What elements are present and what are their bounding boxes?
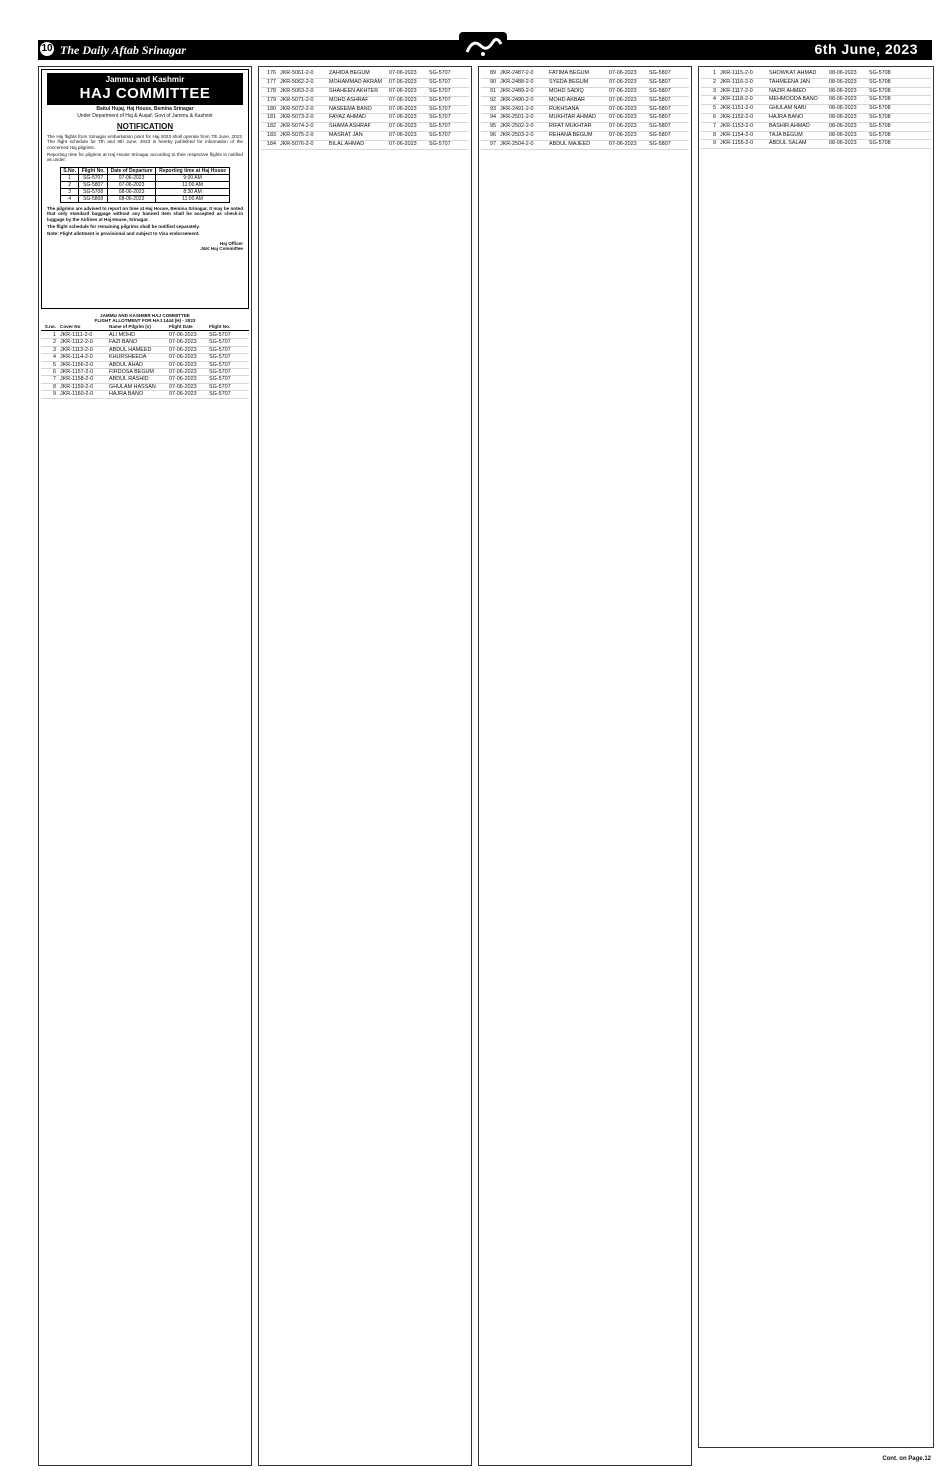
pilgrim-name: RUKHSANA <box>549 105 579 112</box>
serial-number: 4 <box>53 354 56 361</box>
table-row <box>481 106 689 115</box>
flight-date: 07-06-2023 <box>609 78 637 85</box>
serial-number: 178 <box>267 87 276 94</box>
haj-committee-notice <box>41 69 249 309</box>
serial-number: 3 <box>713 87 716 94</box>
table-row: 3 SG-5708 08-06-2023 8:30 AM <box>61 188 230 195</box>
table-row <box>261 88 469 97</box>
pilgrim-name: TAJA BEGUM <box>769 131 803 138</box>
flight-number: SG-5807 <box>649 78 671 85</box>
table-row <box>701 96 931 105</box>
pilgrim-name: HAJRA BANO <box>109 391 144 398</box>
flight-date: 07-06-2023 <box>609 105 637 112</box>
pilgrim-name: MEHMOODA BANO <box>769 96 818 103</box>
pilgrim-name: TAHMEENA JAN <box>769 78 810 85</box>
table-row <box>261 141 469 150</box>
flight-date: 07-06-2023 <box>169 368 197 375</box>
flight-number: SG-5707 <box>429 96 451 103</box>
notice-region: Jammu and Kashmir <box>105 75 185 84</box>
flight-number: SG-5707 <box>429 70 451 76</box>
table-row <box>481 88 689 97</box>
cover-number: JKR-1154-2-0 <box>720 131 754 138</box>
table-row <box>481 123 689 132</box>
cover-number: JKR-2488-2-0 <box>500 78 534 85</box>
serial-number: 7 <box>53 376 56 383</box>
pilgrim-name: ABDUL MAJEED <box>549 141 591 148</box>
masthead <box>38 40 932 60</box>
table-row <box>481 79 689 88</box>
flight-date: 07-06-2023 <box>169 361 197 368</box>
continued-note: Cont. on Page.12 <box>882 1456 931 1462</box>
flight-number: SG-5708 <box>869 96 891 103</box>
flight-date: 07-06-2023 <box>169 339 197 346</box>
serial-number: 8 <box>53 383 56 390</box>
pilgrim-name: ZAHIDA BEGUM <box>329 70 370 76</box>
serial-number: 9 <box>713 140 716 147</box>
pilgrim-name: SYEDA BEGUM <box>549 78 589 85</box>
serial-number: 97 <box>490 141 496 148</box>
notice-paragraph-3: The pilgrims are advised to report on time at Haj House, Bemina Srinagar. It may be noted that only standard baggage without any banned item shall be accepted as check-in luggage by the Airlines at Haj House, Srinagar. <box>47 205 243 222</box>
table-row <box>41 369 249 376</box>
aftab-logo <box>459 32 507 60</box>
flight-number: SG-5707 <box>429 141 451 148</box>
flight-date: 08-06-2023 <box>829 122 857 129</box>
flight-number: SG-5707 <box>209 376 231 383</box>
serial-number: 94 <box>490 114 496 121</box>
serial-number: 92 <box>490 96 496 103</box>
cover-number: JKR-1114-2-0 <box>60 354 93 361</box>
serial-number: 176 <box>267 70 276 76</box>
table-row <box>41 376 249 383</box>
flight-number: SG-5707 <box>209 332 231 338</box>
allotment-title: JAMMU AND KASHMIR HAJ COMMITTEE FLIGHT ALLOTMENT FOR HAJ 1444 (H) - 2023 <box>94 313 196 323</box>
table-row <box>261 79 469 88</box>
flight-number: SG-5807 <box>649 123 671 130</box>
cover-number: JKR-5076-2-0 <box>280 141 314 148</box>
notice-committee: HAJ COMMITTEE <box>79 85 211 102</box>
cover-number: JKR-5063-2-0 <box>280 87 314 94</box>
flight-date: 07-06-2023 <box>609 141 637 148</box>
flight-schedule-table <box>60 167 230 203</box>
cover-number: JKR-1159-2-0 <box>60 383 94 390</box>
table-row <box>701 105 931 114</box>
serial-number: 95 <box>490 123 496 130</box>
table-row <box>701 123 931 132</box>
pilgrim-name: NASEEMA BANO <box>329 105 372 112</box>
pilgrim-list <box>261 70 469 1461</box>
flight-date: 07-06-2023 <box>169 354 197 361</box>
column-4 <box>698 66 934 1448</box>
pilgrim-name: FIRDOSA BEGUM <box>109 368 154 375</box>
header-flight: Flight No. <box>209 324 231 329</box>
table-header: S.No. <box>61 167 79 174</box>
table-row <box>261 70 469 79</box>
flight-date: 07-06-2023 <box>609 132 637 139</box>
serial-number: 8 <box>713 131 716 138</box>
flight-number: SG-5807 <box>649 114 671 121</box>
flight-number: SG-5707 <box>209 391 231 398</box>
table-row <box>701 140 931 149</box>
table-row <box>481 141 689 150</box>
table-row <box>701 132 931 141</box>
table-row <box>701 70 931 79</box>
pilgrim-name: BILAL AHMAD <box>329 141 365 148</box>
flight-date: 07-06-2023 <box>389 105 417 112</box>
table-header: Reporting time at Haj House <box>156 167 230 174</box>
header-name: Name of Pilgrim (s) <box>109 324 151 329</box>
table-row <box>41 339 249 346</box>
serial-number: 177 <box>267 78 276 85</box>
cover-number: JKR-5071-2-0 <box>280 96 314 103</box>
flight-date: 07-06-2023 <box>609 87 637 94</box>
table-row <box>41 354 249 361</box>
serial-number: 5 <box>53 361 56 368</box>
table-row <box>701 88 931 97</box>
cover-number: JKR-2491-2-0 <box>500 105 534 112</box>
cover-number: JKR-1160-2-0 <box>60 391 94 398</box>
flight-number: SG-5707 <box>429 105 451 112</box>
flight-number: SG-5708 <box>869 78 891 85</box>
serial-number: 90 <box>490 78 496 85</box>
cover-number: JKR-1156-2-0 <box>60 361 94 368</box>
cover-number: JKR-2487-2-0 <box>500 70 534 76</box>
serial-number: 2 <box>713 78 716 85</box>
pilgrim-list <box>481 70 689 1461</box>
notice-paragraph-5: Note: Flight allotment is provisional and subject to Visa endorsement. <box>47 231 200 237</box>
notice-title: NOTIFICATION <box>116 121 174 131</box>
flight-number: SG-5707 <box>209 383 231 390</box>
cover-number: JKR-5075-2-0 <box>280 132 314 139</box>
serial-number: 6 <box>713 113 716 120</box>
flight-number: SG-5807 <box>649 96 671 103</box>
table-row <box>41 391 249 398</box>
pilgrim-name: SHOWKAT AHMAD <box>769 70 817 76</box>
serial-number: 6 <box>53 368 56 375</box>
table-row <box>261 114 469 123</box>
serial-number: 5 <box>713 105 716 112</box>
table-row <box>481 70 689 79</box>
table-row <box>261 123 469 132</box>
flight-date: 08-06-2023 <box>829 96 857 103</box>
flight-number: SG-5807 <box>649 105 671 112</box>
serial-number: 179 <box>267 96 276 103</box>
cover-number: JKR-1155-2-0 <box>720 140 754 147</box>
pilgrim-name: ABDUL SALAM <box>769 140 807 147</box>
cover-number: JKR-2504-2-0 <box>500 141 534 148</box>
serial-number: 3 <box>53 346 56 353</box>
serial-number: 1 <box>53 332 56 338</box>
cover-number: JKR-5061-2-0 <box>280 70 314 76</box>
cover-number: JKR-5073-2-0 <box>280 114 314 121</box>
cover-number: JKR-1116-2-0 <box>720 78 753 85</box>
table-row <box>41 384 249 391</box>
cover-number: JKR-1158-2-0 <box>60 376 94 383</box>
cover-number: JKR-1111-2-0 <box>60 332 93 338</box>
pilgrim-name: MOHAMMAD AKRAM <box>329 78 383 85</box>
pilgrim-name: GHULAM HASSAN <box>109 383 156 390</box>
flight-date: 07-06-2023 <box>389 70 417 76</box>
pilgrim-name: BASHIR AHMAD <box>769 122 810 129</box>
allotment-header-row <box>41 324 249 331</box>
column-1 <box>38 66 252 1466</box>
cover-number: JKR-1151-2-0 <box>720 105 754 112</box>
paper-name: The Daily Aftab Srinagar <box>60 43 186 57</box>
pilgrim-name: NAZIR AHMED <box>769 87 806 94</box>
table-row <box>261 97 469 106</box>
pilgrim-name: MOHD AKBAR <box>549 96 585 103</box>
flight-date: 07-06-2023 <box>169 332 197 338</box>
flight-number: SG-5807 <box>649 87 671 94</box>
pilgrim-name: SHAMA ASHRAF <box>329 123 371 130</box>
flight-number: SG-5708 <box>869 131 891 138</box>
notice-header <box>47 73 243 105</box>
flight-number: SG-5708 <box>869 140 891 147</box>
serial-number: 180 <box>267 105 276 112</box>
pilgrim-name: FAZI BANO <box>109 339 138 346</box>
header-serial: S.no. <box>44 324 56 329</box>
signer-org: J&K Haj Committee <box>200 246 243 252</box>
cover-number: JKR-1112-2-0 <box>60 339 93 346</box>
table-header: Flight No. <box>79 167 108 174</box>
flight-date: 07-06-2023 <box>389 96 417 103</box>
flight-number: SG-5707 <box>209 354 231 361</box>
table-row <box>481 132 689 141</box>
flight-number: SG-5707 <box>209 339 231 346</box>
flight-date: 07-06-2023 <box>389 132 417 139</box>
flight-date: 07-06-2023 <box>169 346 197 353</box>
cover-number: JKR-5072-2-0 <box>280 105 314 112</box>
flight-date: 07-06-2023 <box>609 123 637 130</box>
table-row: 1 SG-5707 07-06-2023 9:00 AM <box>61 174 230 181</box>
notice-address: Baitul Hujaj, Haj House, Bemina Srinagar <box>96 106 194 112</box>
flight-number: SG-5707 <box>429 78 451 85</box>
pilgrim-name: MUKHTAR AHMAD <box>549 114 596 121</box>
flight-number: SG-5807 <box>649 132 671 139</box>
table-row <box>481 97 689 106</box>
flight-date: 07-06-2023 <box>389 114 417 121</box>
header-cover: Cover No <box>60 324 81 329</box>
table-row <box>41 347 249 354</box>
serial-number: 96 <box>490 132 496 139</box>
notice-paragraph-2: Reporting time for pilgrims at Haj House Srinagar according to their respective flights is notified as under: <box>47 152 243 163</box>
cover-number: JKR-2489-2-0 <box>500 87 534 94</box>
flight-date: 08-06-2023 <box>829 78 857 85</box>
flight-date: 07-06-2023 <box>389 78 417 85</box>
flight-date: 08-06-2023 <box>829 87 857 94</box>
notice-paragraph-1: The Haj flights from Srinagar embarkation point for Haj 2023 shall operate from 7th June, 2023. The flight schedule for 7th and 8th June, 2023 is hereby published for information of the concerned Haj pilgrims. <box>47 133 243 150</box>
serial-number: 181 <box>267 114 276 121</box>
table-row: 4 SG-5808 08-06-2023 11:00 AM <box>61 195 230 202</box>
pilgrim-list <box>701 70 931 1443</box>
table-row: 2 SG-5807 07-06-2023 11:00 AM <box>61 181 230 188</box>
signer-title: Haj Officer <box>219 240 243 246</box>
column-2 <box>258 66 472 1466</box>
serial-number: 93 <box>490 105 496 112</box>
publication-date: 6th June, 2023 <box>814 41 918 57</box>
pilgrim-list <box>41 332 249 1461</box>
flight-date: 08-06-2023 <box>829 131 857 138</box>
serial-number: 182 <box>267 123 276 130</box>
cover-number: JKR-1113-2-0 <box>60 346 93 353</box>
flight-date: 08-06-2023 <box>829 70 857 76</box>
notice-paragraph-4: The flight schedule for remaining pilgrims shall be notified separately. <box>47 224 200 230</box>
notice-subtitle: Under Department of Haj & Auqaf, Govt of Jammu & Kashmir <box>77 113 213 120</box>
flight-date: 08-06-2023 <box>829 113 857 120</box>
flight-number: SG-5708 <box>869 87 891 94</box>
serial-number: 9 <box>53 391 56 398</box>
cover-number: JKR-2490-2-0 <box>500 96 534 103</box>
pilgrim-name: ABDUL RASHID <box>109 376 149 383</box>
flight-date: 07-06-2023 <box>389 123 417 130</box>
notice-signature <box>47 241 243 252</box>
pilgrim-name: REHANA BEGUM <box>549 132 593 139</box>
pilgrim-name: ALI MOHD <box>109 332 136 338</box>
flight-date: 08-06-2023 <box>829 105 857 112</box>
table-row <box>701 79 931 88</box>
serial-number: 183 <box>267 132 276 139</box>
cover-number: JKR-2502-2-0 <box>500 123 534 130</box>
serial-number: 184 <box>267 141 276 148</box>
flight-date: 07-06-2023 <box>609 70 637 76</box>
flight-number: SG-5707 <box>429 132 451 139</box>
flight-date: 07-06-2023 <box>389 141 417 148</box>
flight-number: SG-5708 <box>869 105 891 112</box>
cover-number: JKR-2503-2-0 <box>500 132 534 139</box>
flight-number: SG-5708 <box>869 70 891 76</box>
page-number: 10 <box>41 43 53 54</box>
flight-date: 07-06-2023 <box>169 391 197 398</box>
flight-number: SG-5707 <box>429 87 451 94</box>
pilgrim-name: MOHD SADIQ <box>549 87 584 94</box>
pilgrim-name: ABDUL HAMEED <box>109 346 152 353</box>
flight-date: 07-06-2023 <box>169 376 197 383</box>
flight-number: SG-5708 <box>869 122 891 129</box>
pilgrim-name: HAJRA BANO <box>769 113 804 120</box>
flight-date: 07-06-2023 <box>169 383 197 390</box>
flight-number: SG-5807 <box>649 141 671 148</box>
pilgrim-name: MASRAT JAN <box>329 132 363 139</box>
pilgrim-name: ABDUL AHAD <box>109 361 143 368</box>
column-3 <box>478 66 692 1466</box>
flight-number: SG-5707 <box>209 361 231 368</box>
serial-number: 4 <box>713 96 716 103</box>
flight-number: SG-5807 <box>649 70 671 76</box>
table-row <box>41 362 249 369</box>
cover-number: JKR-1157-2-0 <box>60 368 94 375</box>
table-row <box>261 132 469 141</box>
cover-number: JKR-1118-2-0 <box>720 96 753 103</box>
pilgrim-name: SHAHEEN AKHTER <box>329 87 379 94</box>
serial-number: 91 <box>490 87 496 94</box>
table-row <box>701 114 931 123</box>
flight-number: SG-5708 <box>869 113 891 120</box>
cover-number: JKR-1117-2-0 <box>720 87 753 94</box>
cover-number: JKR-1115-2-0 <box>720 70 753 76</box>
table-row <box>261 106 469 115</box>
flight-number: SG-5707 <box>429 114 451 121</box>
table-row <box>481 114 689 123</box>
serial-number: 7 <box>713 122 716 129</box>
table-row <box>41 332 249 339</box>
serial-number: 2 <box>53 339 56 346</box>
pilgrim-name: FAYAZ AHMAD <box>329 114 366 121</box>
flight-number: SG-5707 <box>209 346 231 353</box>
pilgrim-name: FATIMA BEGUM <box>549 70 590 76</box>
flight-date: 07-06-2023 <box>609 96 637 103</box>
serial-number: 89 <box>490 70 496 76</box>
cover-number: JKR-5074-2-0 <box>280 123 314 130</box>
table-header: Date of Departure <box>108 167 156 174</box>
flight-number: SG-5707 <box>209 368 231 375</box>
flight-number: SG-5707 <box>429 123 451 130</box>
cover-number: JKR-2501-2-0 <box>500 114 534 121</box>
flight-date: 08-06-2023 <box>829 140 857 147</box>
cover-number: JKR-5062-2-0 <box>280 78 314 85</box>
pilgrim-name: RIFAT MUKHTAR <box>549 123 592 130</box>
flight-date: 07-06-2023 <box>389 87 417 94</box>
pilgrim-name: GHULAM NABI <box>769 105 807 112</box>
flight-date: 07-06-2023 <box>609 114 637 121</box>
cover-number: JKR-1152-2-0 <box>720 113 754 120</box>
cover-number: JKR-1153-2-0 <box>720 122 754 129</box>
serial-number: 1 <box>713 70 716 76</box>
header-date: Flight Date <box>169 324 193 329</box>
pilgrim-name: KHURSHEEDA <box>109 354 147 361</box>
pilgrim-name: MOHD ASHRAF <box>329 96 369 103</box>
